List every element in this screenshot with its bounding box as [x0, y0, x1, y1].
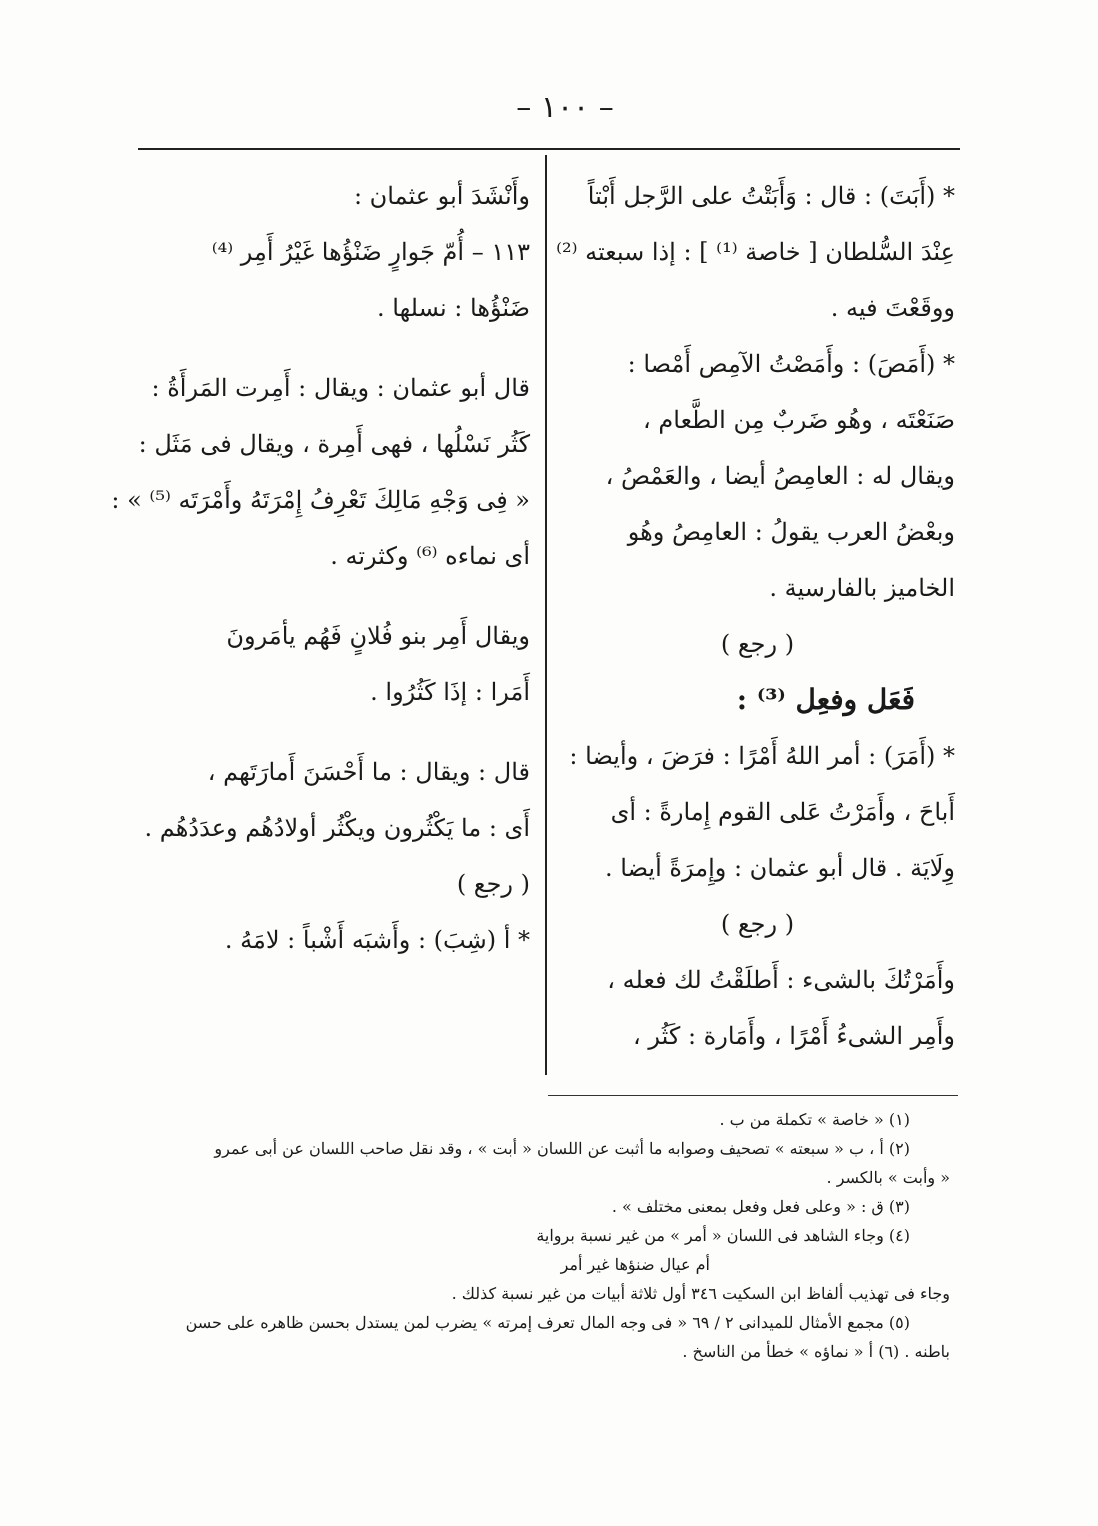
- text-line: ويقال له : العامِصُ أيضا ، والعَمْصُ ،: [605, 462, 955, 490]
- text-line: ضَنْؤُها : نسلها .: [377, 294, 530, 322]
- footnote: (٣) ق : « وعلى فعل وفعل بمعنى مختلف » .: [611, 1197, 910, 1216]
- text-line: أَمَرا : إذَا كَثُرُوا .: [370, 678, 530, 706]
- verse-line: ١١٣ – أُمّ جَوارٍ ضَنْؤُها غَيْرُ أَمِر ⁽⁴⁾: [211, 238, 530, 266]
- text-line: * (أَبَتَ) : قال : وَأَبَتْتُ على الرَّجل أَبْتاً: [587, 182, 955, 210]
- text-line: أَى : ما يَكْثُرون ويكْثُر أولادُهُم وعدَدُهُم .: [144, 814, 530, 842]
- text-line: أَباحَ ، وأَمَرْتُ عَلى القوم إِمارةً : أى: [610, 798, 955, 826]
- footnote-rule: [548, 1095, 958, 1096]
- return-marker: ( رجع ): [720, 910, 795, 938]
- page-number: – ١٠٠ –: [516, 90, 614, 125]
- text-line: * (أَمَرَ) : أمر اللهُ أَمْرًا : فرَضَ ، وأيضا :: [569, 742, 955, 770]
- footnote-continuation: باطنه . (٦) أ « نماؤه » خطأ من الناسخ .: [682, 1342, 950, 1361]
- footnote-continuation: وجاء فى تهذيب ألفاظ ابن السكيت ٣٤٦ أول ثلاثة أبيات من غير نسبة كذلك .: [451, 1284, 950, 1303]
- text-line: كَثُر نَسْلُها ، فهى أَمِرة ، ويقال فى مَثَل :: [138, 430, 530, 458]
- header-rule: [138, 148, 960, 150]
- footnote: (١) « خاصة » تكملة من ب .: [719, 1110, 910, 1129]
- section-heading: فَعَل وفعِل ⁽³⁾ :: [736, 683, 915, 716]
- left-column: [111, 168, 530, 968]
- text-line: وأَنْشَدَ أبو عثمان :: [353, 182, 530, 210]
- text-line: قال أبو عثمان : ويقال : أَمِرت المَرأَةُ :: [151, 374, 530, 402]
- right-column: [556, 168, 955, 1064]
- footnotes: [130, 1105, 950, 1366]
- text-line: ويقال أَمِر بنو فُلانٍ فَهُم يأمَرونَ: [226, 622, 530, 650]
- text-line: وأَمِر الشىءُ أَمْرًا ، وأَمَارة : كَثُر ،: [633, 1022, 955, 1050]
- proverb-line: « فِى وَجْهِ مَالِكَ تَعْرِفُ إِمْرَتَهُ وأَمْرَتَه ⁽⁵⁾ » :: [111, 486, 530, 514]
- text-line: أى نماءه ⁽⁶⁾ وكثرته .: [330, 542, 530, 570]
- column-divider: [545, 155, 547, 1075]
- return-marker: ( رجع ): [720, 630, 795, 658]
- footnote: (٢) أ ، ب « سبعته » تصحيف وصوابه ما أثبت عن اللسان « أبت » ، وقد نقل صاحب اللسان عن أبى عمرو: [214, 1139, 910, 1158]
- return-marker: ( رجع ): [456, 870, 530, 898]
- text-line: وِلَايَة . قال أبو عثمان : وإِمرَةً أيضا .: [605, 854, 955, 882]
- text-line: وأَمَرْتُكَ بالشىء : أَطلَقْتُ لك فعله ،: [607, 966, 955, 994]
- footnote: (٤) وجاء الشاهد فى اللسان « أمر » من غير نسبة برواية: [536, 1226, 910, 1245]
- text-line: الخاميز بالفارسية .: [769, 574, 955, 602]
- text-line: * أ (شِبَ) : وأَشبَه أَشْباً : لامَهُ .: [224, 926, 530, 954]
- text-line: قال : ويقال : ما أَحْسَنَ أَمارَتَهم ،: [207, 758, 530, 786]
- text-line: ووقَعْتَ فيه .: [830, 294, 955, 322]
- text-line: عِنْدَ السُّلطان [ خاصة ⁽¹⁾ ] : إذا سبعته ⁽²⁾: [556, 238, 955, 266]
- text-line: صَنَعْتَه ، وهُو ضَربٌ مِن الطَّعام ،: [643, 406, 955, 434]
- footnote-continuation: « وأبت » بالكسر .: [826, 1168, 950, 1187]
- text-line: * (أَمَصَ) : وأَمَصْتُ الآمِص أَمْصا :: [627, 350, 955, 378]
- footnote: (٥) مجمع الأمثال للميدانى ٢ / ٦٩ « فى وجه المال تعرف إمرته » يضرب لمن يستدل بحسن ظاهره على حسن: [185, 1313, 910, 1332]
- footnote-verse: أم عيال ضنؤها غير أمر: [560, 1255, 710, 1274]
- text-line: وبعْضُ العرب يقولُ : العامِصُ وهُو: [627, 518, 955, 546]
